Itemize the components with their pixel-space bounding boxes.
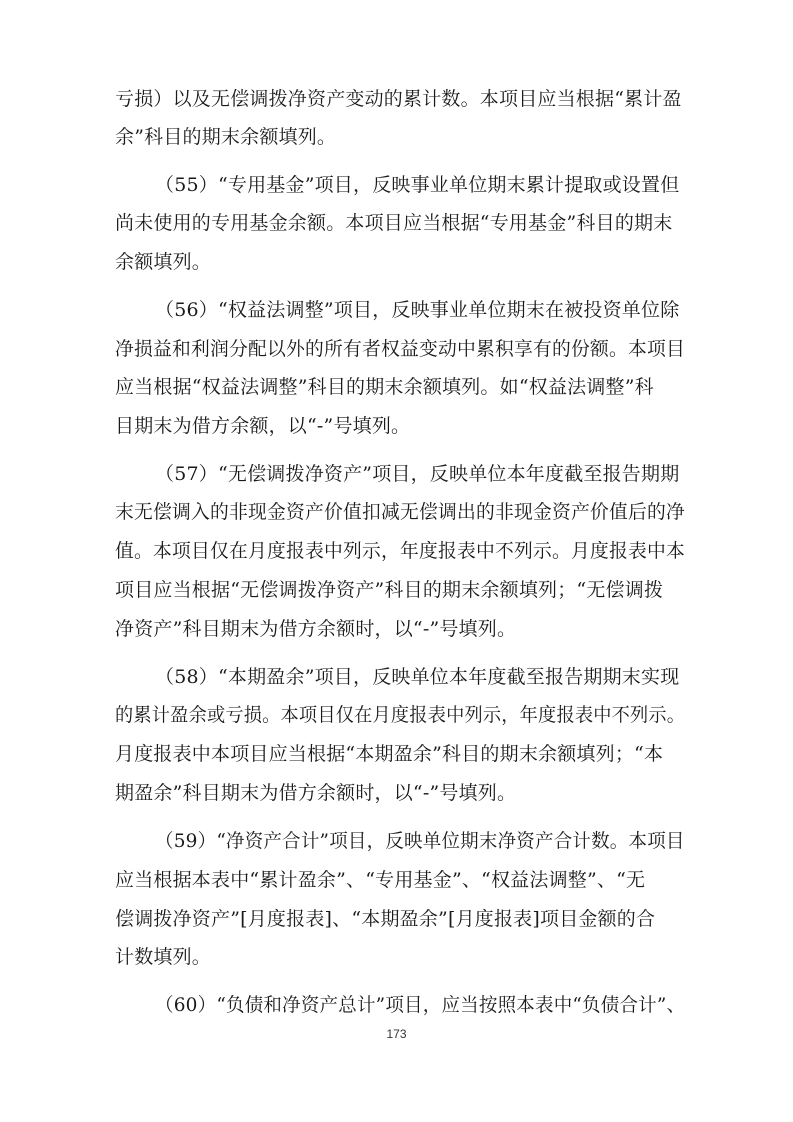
body-text-line: 目期末为借方余额，以“-”号填列。 — [115, 415, 411, 437]
body-text-line: 净资产”科目期末为借方余额时，以“-”号填列。 — [115, 618, 517, 640]
body-text-line: 应当根据“权益法调整”科目的期末余额填列。如“权益法调整”科 — [115, 376, 654, 398]
body-text-line: 计数填列。 — [115, 946, 212, 968]
body-text-line: 尚未使用的专用基金余额。本项目应当根据“专用基金”科目的期末 — [115, 212, 673, 234]
body-text-line: 偿调拨净资产”[月度报表]、“本期盈余”[月度报表]项目金额的合 — [115, 908, 656, 930]
paragraph-57-first-line: （57）“无偿调拨净资产”项目，反映单位本年度截至报告期期 — [155, 463, 680, 485]
body-text-line: 余”科目的期末余额填列。 — [115, 126, 337, 148]
body-text-line: 应当根据本表中“累计盈余”、“专用基金”、“权益法调整”、“无 — [115, 869, 646, 891]
paragraph-60-first-line: （60）“负债和净资产总计”项目，应当按照本表中“负债合计”、 — [155, 994, 686, 1016]
body-text-line: 余额填列。 — [115, 251, 212, 273]
body-text-line: 净损益和利润分配以外的所有者权益变动中累积享有的份额。本项目 — [115, 338, 686, 360]
body-text-line: 末无偿调入的非现金资产价值扣减无偿调出的非现金资产价值后的净 — [115, 501, 686, 523]
body-text-line: 值。本项目仅在月度报表中列示，年度报表中不列示。月度报表中本 — [115, 540, 686, 562]
body-text-line: 的累计盈余或亏损。本项目仅在月度报表中列示，年度报表中不列示。 — [115, 704, 686, 726]
body-text-line: 月度报表中本项目应当根据“本期盈余”科目的期末余额填列；“本 — [115, 743, 664, 765]
body-text-line: 亏损）以及无偿调拨净资产变动的累计数。本项目应当根据“累计盈 — [115, 88, 682, 110]
paragraph-59-first-line: （59）“净资产合计”项目，反映单位期末净资产合计数。本项目 — [155, 830, 685, 852]
body-text-line: 期盈余”科目期末为借方余额时，以“-”号填列。 — [115, 782, 517, 804]
page-number: 173 — [386, 1027, 407, 1041]
paragraph-56-first-line: （56）“权益法调整”项目，反映事业单位期末在被投资单位除 — [155, 299, 680, 321]
paragraph-58-first-line: （58）“本期盈余”项目，反映单位本年度截至报告期期末实现 — [155, 666, 680, 688]
body-text-line: 项目应当根据“无偿调拨净资产”科目的期末余额填列；“无偿调拨 — [115, 579, 664, 601]
paragraph-55-first-line: （55）“专用基金”项目，反映事业单位期末累计提取或设置但 — [155, 174, 680, 196]
